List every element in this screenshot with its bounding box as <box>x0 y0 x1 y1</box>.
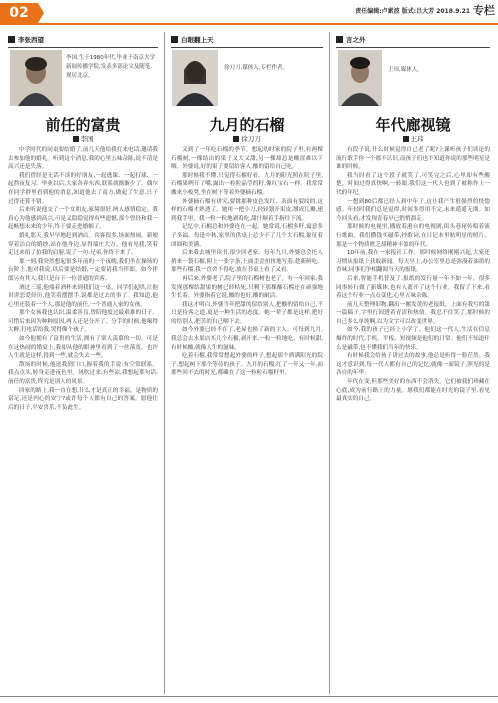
square-icon <box>8 36 15 43</box>
editor-info: 责任编辑:卢素波 版式:吕大芳 2018.9.21 <box>355 8 470 15</box>
author-bio: 徐刀刀,媒体人,专栏作者。 <box>224 65 288 71</box>
paragraph: 那时候的电视里,播放着港台的电视剧,街头巷尾传唱着流行歌曲。我们攒钱买磁带,抄歌词,在日记本里贴明星的照片。那是一个物质匮乏却精神丰盈的年代。 <box>336 224 490 248</box>
author-photo <box>338 50 382 106</box>
author-tag-label: 李张西望 <box>18 35 44 44</box>
tag-rule <box>171 47 323 48</box>
paragraph: 后来听说他交了一个女朋友,家境很好,两人感情稳定。我真心为他感到高兴,可是又隐隐觉得有些遗憾,那个曾经和我一起畅想未来的少年,终于要走进婚姻了。 <box>8 207 158 231</box>
article-body-1 <box>8 146 158 694</box>
article-byline <box>336 134 490 143</box>
portrait-image <box>10 50 62 106</box>
paragraph: 中学时代的同桌要结婚了,前几天他给我打来电话,邀请我去参加他的婚礼。听到这个消息,我的心里五味杂陈,说不清是高兴还是失落。 <box>8 147 158 171</box>
author-bio: 李国,生于1980年代,毕业于南京大学新闻传播学院,发表多部论文及随笔,现居北京。 <box>66 55 155 79</box>
article-title: 前任的富贵 <box>45 116 121 134</box>
paragraph: 散场的时候,他送我到门口,握着我的手说:有空常联系。我点点头,转身走进夜色里。风吹过来,有些凉,我想起那句话:前任的富贵,终究是别人的风景。 <box>8 361 158 386</box>
author-tag <box>8 32 158 46</box>
paragraph: 我这才明白,外婆当年把甜的留给别人,把酸的留给自己,不只是待客之道,更是一种生活的态度。她一辈子都是这样,把好的给别人,把苦的自己咽下去。 <box>171 301 323 325</box>
square-icon <box>336 36 343 43</box>
paragraph: 有时候我会给孩子讲过去的故事,他总是听得一脸茫然。我这才意识到,每一代人都有自己的记忆,就像一面镜子,照见的是各自的年华。 <box>336 353 490 377</box>
tag-rule <box>336 47 490 48</box>
footer-rule <box>0 696 498 697</box>
byline-name: 王玮 <box>410 135 424 143</box>
portrait-image <box>172 50 218 106</box>
square-icon <box>403 136 409 142</box>
article-byline <box>171 134 323 143</box>
tag-rule <box>8 47 158 48</box>
paragraph: 如今,我的孩子已经上小学了。他们这一代人,生活在信息爆炸的时代,手机、平板、短视频是他们的日常。他们不知道什么是磁带,也不懂我们当年的快乐。 <box>336 327 490 351</box>
paragraph: 后来我去城里读书,很少回老家。每年九月,外婆总会托人捎来一袋石榴,附上一张字条,上面歪歪扭扭地写着:趁新鲜吃。那些石榴,我一直舍不得吃,放在书桌上看了又看。 <box>171 250 323 274</box>
page-number: 02 <box>0 3 38 23</box>
byline-name: 李国 <box>80 135 94 143</box>
article-title: 九月的石榴 <box>209 116 285 134</box>
paragraph: 如今外婆已经不在了,老屋也换了新的主人。可每到九月,我总会去水果店买几个石榴,剥开来,一粒一粒地吃。有时候甜,有时候酸,就像人生的滋味。 <box>171 327 323 351</box>
column-3 <box>336 32 490 48</box>
author-bio: 王玮,媒体人。 <box>388 67 423 73</box>
article-body-3 <box>336 146 490 694</box>
paragraph: 外婆摘石榴有讲究,要挑那种皮色发红、表面有裂纹的,这样的石榴才熟透了。她用一把小刀,轻轻划开果皮,掰成几瓣,递到我手里。我一粒一粒地剥着吃,甜汁顺着手指往下流。 <box>171 198 323 222</box>
paragraph: 那一刻,我突然想起很多年前的一个夜晚,我们坐在操场的台阶上,他对我说,以后要是结婚,一定要请我当伴郎。如今伴郎另有其人,我只是台下一位普通的宾客。 <box>8 258 158 282</box>
column-divider <box>329 32 330 694</box>
square-icon <box>233 136 239 142</box>
paragraph: 又到了一年吃石榴的季节。想起幼时家的院子里,有两棵石榴树,一棵结出的果子又大又甜,另一棵却总是酸涩难以下咽。外婆说,好的果子要留给客人,酸的留给自己吃。 <box>171 147 323 171</box>
square-icon <box>171 36 178 43</box>
author-tag-label: 白眼翻上天 <box>181 35 214 44</box>
column-divider <box>164 32 165 694</box>
paragraph: 后来,智能手机普及了,报纸的发行量一年不如一年。很多同事转行做了新媒体,也有人离开了这个行业。我留了下来,看着这个行业一点点变化,心里五味杂陈。 <box>336 275 490 300</box>
paragraph: 前几天整理旧物,翻出一摞发黄的老报纸。上面有我写的第一篇稿子,字里行间透着青涩和热情。我忍不住笑了,那时候的自己多么单纯啊,以为文字可以改变世界。 <box>336 301 490 325</box>
paragraph: 记忆中,石榴总和外婆连在一起。她常说,石榴多籽,寓意多子多福。每逢中秋,家里的供桌上总少不了几个大石榴,象征着团圆和美满。 <box>171 224 323 248</box>
paragraph: 那时候我不懂,只觉得石榴好看。九月的阳光照在院子里,石榴果咧开了嘴,露出一粒粒晶莹的籽,像红宝石一样。我常常搬来小板凳,坐在树下等着外婆摘石榴。 <box>171 172 323 196</box>
byline-name: 徐刀刀 <box>241 135 261 143</box>
column-name: 专栏 <box>473 4 495 17</box>
author-tag <box>336 32 490 46</box>
column-2 <box>171 32 323 48</box>
square-icon <box>73 136 79 142</box>
portrait-image <box>338 50 382 106</box>
paragraph: 那个女孩我也认识,温柔善良,曾陪他度过最艰难的日子。可惜后来因为种种原因,两人还是分开了。分手的时候,他喝得大醉,打电话给我,哭得像个孩子。 <box>8 310 158 334</box>
paragraph: 如今他拥有了富贵的生活,拥有了别人羡慕的一切。可是在这热闹的婚宴上,我却从他的眼神里看到了一丝落寞。也许人生就是这样,得到一些,就会失去一些。 <box>8 336 158 360</box>
header-rule <box>0 23 498 25</box>
paragraph: 有段子说,什么时候觉得自己老了呢?上课听孩子们谈论的流行歌手你一个都不认识,而孩子们也不知道你说的那些明星是谁的时候。 <box>336 147 490 171</box>
paragraph: 回家的路上,我一直在想,什么才是真正的幸福。是物质的富足,还是内心的安宁?或许每个人都有自己的答案。愿他往后的日子,平安喜乐,不负此生。 <box>8 387 158 411</box>
paragraph: 婚礼那天,我早早地赶到酒店。宾客很多,场面热闹。新娘穿着洁白的婚纱,站在他身边,显得端庄大方。他看见我,笑着走过来拍了拍我的肩膀,说了一句:兄弟,你终于来了。 <box>8 232 158 257</box>
paragraph: 酒过三巡,他端着酒杯来到我们这一桌。同学们起哄,让他讲讲恋爱经历,他笑着摆摆手,说都是过去的事了。我知道,他心里还装着一个人,那是他的前任,一个普通人家的女孩。 <box>8 284 158 308</box>
paragraph: 再后来,外婆老了,院子里的石榴树也老了。有一年回家,我发现那棵结甜果的树已经枯死,只剩下那棵酸石榴还在顽强地生长着。外婆指着它说,酸的也好,酸的耐活。 <box>171 275 323 300</box>
author-tag-label: 言之外 <box>346 35 366 44</box>
column-1 <box>8 32 158 48</box>
author-photo <box>172 50 218 106</box>
paragraph: 吃着石榴,我常常想起外婆的样子,想起那个洒满阳光的院子,想起树下那个等待的孩子。九月的石榴,红了一年又一年,而那些回不去的时光,都藏在了这一粒粒石榴籽里。 <box>171 353 323 377</box>
author-photo <box>10 50 62 106</box>
paragraph: 年代在变,但那些美好的东西不会消失。它们被我们珍藏在心底,成为前行路上的力量。愿我们都能在时光的镜子里,看见最真实的自己。 <box>336 379 490 403</box>
paragraph: 我们曾经是无话不谈的好朋友,一起逃课、一起打球、一起熬夜复习。毕业以后,大家各奔东西,联系就渐渐少了。偶尔在同学群里看到他的消息,知道他去了南方,做起了生意,日子过得还算不错。 <box>8 172 158 205</box>
paragraph: 10年前,我在一家报社工作。那时候网络刚刚兴起,大家还习惯从报纸上获取新闻。每天早上,办公室里总是弥漫着油墨的香味,同事们争相翻阅当天的报纸。 <box>336 250 490 274</box>
paragraph: 我当时看了这个段子就笑了,可笑完之后,心里却有些酸楚。时间过得真快啊,一转眼,我们这一代人也到了被称作上一代的年纪。 <box>336 172 490 196</box>
paragraph: 一想到80后都已经人到中年了,这让我产生很强烈的恍惚感。年轻时我们总是觉得,时间多得用不完,未来遥遥无期。如今回头看,才发现青春早已悄悄溜走。 <box>336 198 490 222</box>
article-byline <box>8 134 158 143</box>
author-tag <box>171 32 323 46</box>
article-body-2 <box>171 146 323 694</box>
article-title: 年代廊视镜 <box>375 116 451 134</box>
